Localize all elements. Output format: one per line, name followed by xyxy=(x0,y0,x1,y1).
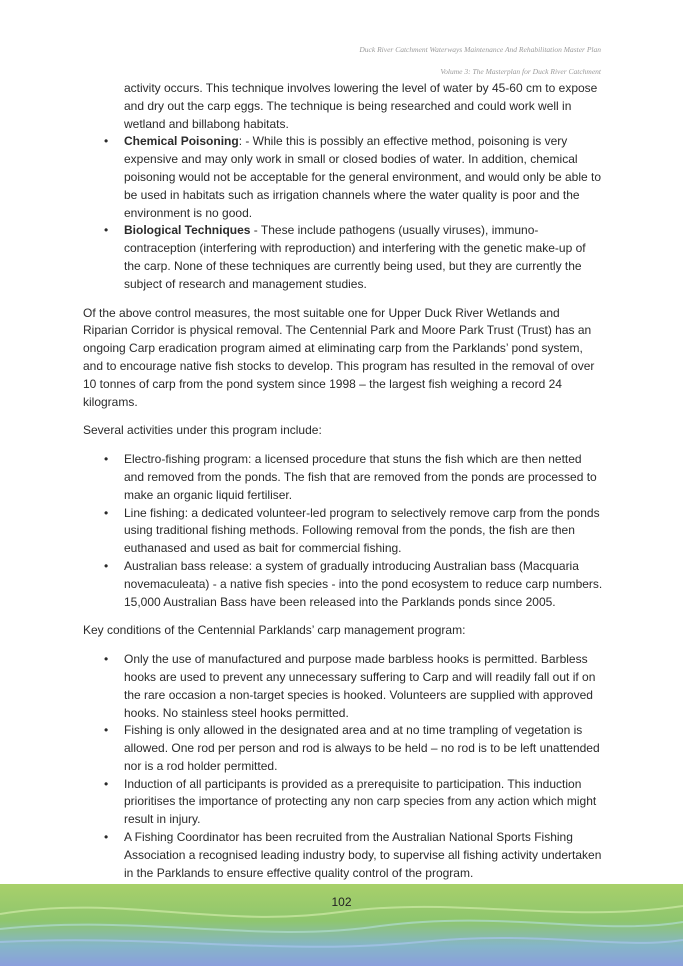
list-item: activity occurs. This technique involves lowering the level of water by 45-60 cm to expose and dry out the carp eggs. The technique is being researched and could work well in wetland and billabong habitats. xyxy=(124,81,598,131)
list-item: • Only the use of manufactured and purpose made barbless hooks is permitted. Barbless hooks are used to prevent any unnecessary suffering to Carp and will readily fall out if on the rare occasion a non-target species is hooked. Volunteers are supplied with approved hooks. No stainless steel hooks permitted. xyxy=(83,651,603,722)
running-header-title: Duck River Catchment Waterways Maintenance And Rehabilitation Master Plan xyxy=(359,45,601,54)
method-text: - These include pathogens (usually viruses), immuno-contraception (interfering with reproduction) and interfering with the genetic make-up of the carp. None of these techniques are currently being used, but they are currently the subject of research and management studies. xyxy=(124,223,586,291)
page-number: 102 xyxy=(331,895,352,909)
paragraph: Several activities under this program include: xyxy=(83,423,322,438)
list-item: • A Fishing Coordinator has been recruited from the Australian National Sports Fishing Association a recognised leading industry body, to supervise all fishing activity undertaken in the Parklands to ensure effective quality control of the program. xyxy=(83,829,603,882)
page-body xyxy=(83,80,603,882)
conditions-list xyxy=(83,651,603,882)
running-header-volume: Volume 3: The Masterplan for Duck River Catchment xyxy=(440,67,601,76)
method-term: Chemical Poisoning xyxy=(124,134,239,149)
list-item xyxy=(83,222,603,293)
activities-list xyxy=(83,451,603,611)
method-text: : - While this is possibly an effective method, poisoning is very expensive and may only work in small or closed bodies of water. In addition, chemical poisoning would not be acceptable for the general environment, and would only be able to be used in habitats such as irrigation channels where the water quality is poor and the environment is no good. xyxy=(124,134,601,220)
list-item xyxy=(83,133,603,222)
list-item: • Electro-fishing program: a licensed procedure that stuns the fish which are then netted and removed from the ponds. The fish that are removed from the ponds are processed to make an organic liquid fertiliser. xyxy=(83,451,603,504)
paragraph: Of the above control measures, the most suitable one for Upper Duck River Wetlands and Riparian Corridor is physical removal. The Centennial Park and Moore Park Trust (Trust) has an ongoing Carp eradication program aimed at eliminating carp from the Parklands’ pond system, and to encourage native fish stocks to develop. This program has resulted in the removal of over 10 tonnes of carp from the pond system since 1998 – the largest fish weighing a record 24 kilograms. xyxy=(83,305,595,409)
methods-list xyxy=(83,80,603,294)
list-item: • Fishing is only allowed in the designated area and at no time trampling of vegetation is allowed. One rod per person and rod is always to be held – no rod is to be left unattended nor is a rod holder permitted. xyxy=(83,722,603,775)
list-item: • Line fishing: a dedicated volunteer-led program to selectively remove carp from the ponds using traditional fishing methods. Following removal from the ponds, the fish are then euthanased and used as bait for commercial fishing. xyxy=(83,505,603,558)
list-item: • Induction of all participants is provided as a prerequisite to participation. This induction prioritises the importance of protecting any non carp species from any action which might result in injury. xyxy=(83,776,603,829)
method-term: Biological Techniques xyxy=(124,223,251,238)
paragraph: Key conditions of the Centennial Parklands’ carp management program: xyxy=(83,623,466,638)
list-item: • Australian bass release: a system of gradually introducing Australian bass (Macquaria novemaculeata) - a native fish species - into the pond ecosystem to reduce carp numbers. 15,000 Australian Bass have been released into the Parklands ponds since 2005. xyxy=(83,558,603,611)
